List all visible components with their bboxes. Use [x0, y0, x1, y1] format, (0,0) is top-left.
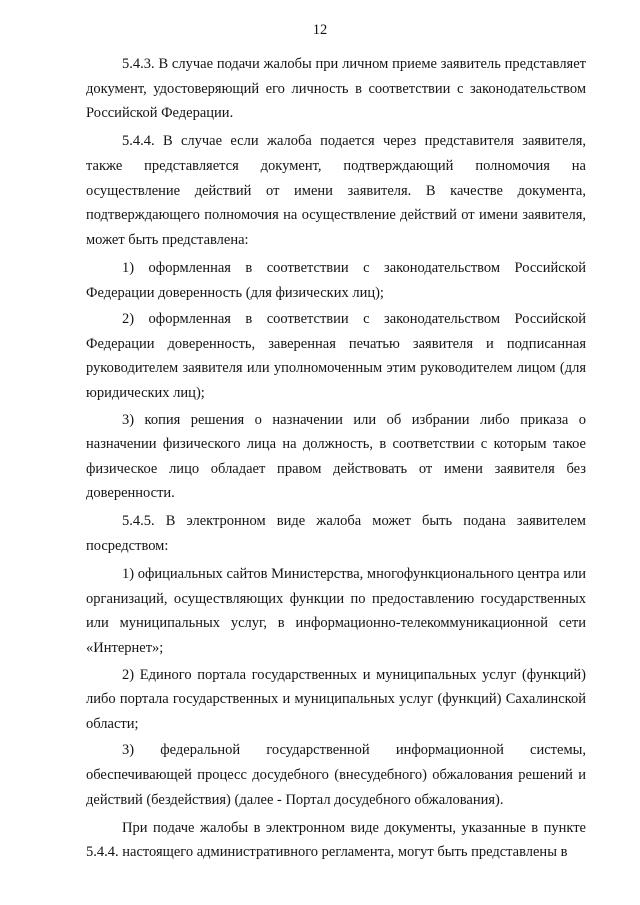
page-number: 12: [312, 22, 328, 38]
list-item-official-websites: 1) официальных сайтов Министерства, многофункционального центра или организаций, осуществляющих функции по предоставлению государственных или муниципальных услуг, в информационно-телекоммуникационной сети «Интернет»;: [86, 566, 586, 657]
document-body: [86, 52, 586, 865]
list-item-individuals-power-of-attorney: 1) оформленная в соответствии с законодательством Российской Федерации доверенность (для физических лиц);: [86, 259, 586, 301]
paragraph-electronic-submission-documents: При подаче жалобы в электронном виде документы, указанные в пункте 5.4.4. настоящего административного регламента, могут быть представлены в: [86, 819, 586, 861]
list-item-federal-information-system: 3) федеральной государственной информационной системы, обеспечивающей процесс досудебного (внесудебного) обжалования решений и действий (бездействия) (далее - Портал досудебного обжалования).: [86, 742, 586, 808]
paragraph-5-4-3: 5.4.3. В случае подачи жалобы при личном приеме заявитель представляет документ, удостоверяющий его личность в соответствии с законодательством Российской Федерации.: [86, 56, 586, 122]
list-item-appointment-decision-copy: 3) копия решения о назначении или об избрании либо приказа о назначении физического лица на должность, в соответствии с которым такое физическое лицо обладает правом действовать от имени заявителя без доверенности.: [86, 411, 586, 502]
list-item-unified-portal: 2) Единого портала государственных и муниципальных услуг (функций) либо портала государственных и муниципальных услуг (функций) Сахалинской области;: [86, 666, 586, 732]
paragraph-5-4-4: 5.4.4. В случае если жалоба подается через представителя заявителя, также представляется документ, подтверждающий полномочия на осуществление действий от имени заявителя. В качестве документа, подтверждающего полномочия на осуществление действий от имени заявителя, может быть представлена:: [86, 133, 586, 248]
list-item-legal-entities-power-of-attorney: 2) оформленная в соответствии с законодательством Российской Федерации доверенность, заверенная печатью заявителя и подписанная руководителем заявителя или уполномоченным этим руководителем лицом (для юридических лиц);: [86, 311, 586, 401]
paragraph-5-4-5: 5.4.5. В электронном виде жалоба может быть подана заявителем посредством:: [86, 513, 586, 555]
